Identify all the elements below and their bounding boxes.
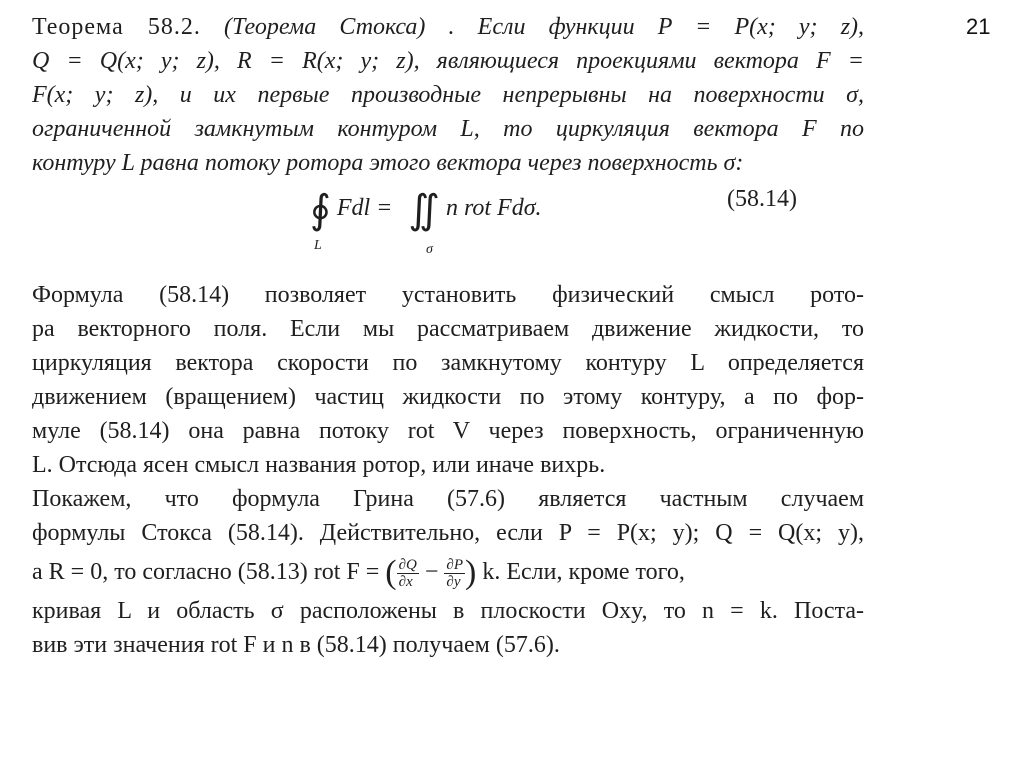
- theorem-block: [32, 10, 864, 180]
- theorem-line-1: [32, 10, 864, 44]
- paragraph2-line: кривая L и область σ расположены в плоскости Oxy, то n = k. Поста-: [32, 598, 864, 624]
- fraction-numerator: ∂Q: [398, 556, 417, 573]
- theorem-lead: Теорема 58.2.: [32, 14, 201, 40]
- right-paren: ): [465, 554, 477, 591]
- surface-integral-subscript: σ: [426, 242, 433, 257]
- paragraph-physical-meaning: [32, 278, 864, 482]
- paragraph1-line: движением (вращением) частиц жидкости по этому контуру, а по фор-: [32, 384, 864, 410]
- fraction-denominator: ∂y: [446, 573, 461, 590]
- contour-integral-subscript: L: [314, 238, 322, 253]
- contour-integral-sign: ∮: [310, 187, 331, 232]
- slide-number: 21: [966, 14, 991, 39]
- paragraph2-line-3-text: а R = 0, то согласно (58.13) rot F =: [32, 559, 380, 585]
- minus-sign: −: [424, 559, 439, 585]
- fraction-numerator: ∂P: [446, 556, 463, 573]
- paragraph1-line: ра векторного поля. Если мы рассматриваем движение жидкости, то: [32, 316, 864, 342]
- paragraph2-line: вив эти значения rot F и n в (58.14) получаем (57.6).: [32, 632, 560, 658]
- surface-integral-sign: ∬: [408, 187, 440, 232]
- formula-rhs: n rot Fdσ.: [445, 195, 542, 221]
- paragraph1-line: L. Отсюда ясен смысл названия ротор, или иначе вихрь.: [32, 452, 606, 478]
- formula-lhs: Fdl =: [336, 195, 393, 221]
- equation-number: (58.14): [727, 186, 797, 212]
- paragraph-green-formula: [32, 482, 864, 662]
- paragraph2-line-fraction: [32, 550, 864, 594]
- theorem-line-2: Q = Q(x; y; z), R = R(x; y; z), являющиеся проекциями вектора F =: [32, 48, 864, 74]
- left-paren: (: [385, 554, 397, 591]
- paragraph1-line: муле (58.14) она равна потоку rot V через поверхность, ограниченную: [32, 418, 864, 444]
- theorem-line-3: F(x; y; z), и их первые производные непрерывны на поверхности σ,: [32, 82, 864, 108]
- theorem-line-5: контуру L равна потоку ротора этого вектора через поверхность σ:: [32, 150, 744, 176]
- paragraph2-line: формулы Стокса (58.14). Действительно, если P = P(x; y); Q = Q(x; y),: [32, 520, 864, 546]
- fraction-dq-dx: [397, 557, 419, 590]
- paragraph1-line: циркуляция вектора скорости по замкнутому контуру L определяется: [32, 350, 864, 376]
- theorem-line-1-text: . Если функции P = P(x; y; z),: [448, 14, 865, 40]
- paragraph1-line: Формула (58.14) позволяет установить физический смысл рото-: [32, 282, 864, 308]
- paragraph2-line-3-tail: k. Если, кроме того,: [482, 559, 685, 585]
- stokes-formula: [310, 186, 542, 257]
- fraction-denominator: ∂x: [398, 573, 413, 590]
- theorem-name: (Теорема Стокса): [224, 14, 426, 40]
- fraction-dp-dy: [444, 557, 465, 590]
- paragraph2-line: Покажем, что формула Грина (57.6) является частным случаем: [32, 486, 864, 512]
- theorem-line-4: ограниченной замкнутым контуром L, то циркуляция вектора F по: [32, 116, 864, 142]
